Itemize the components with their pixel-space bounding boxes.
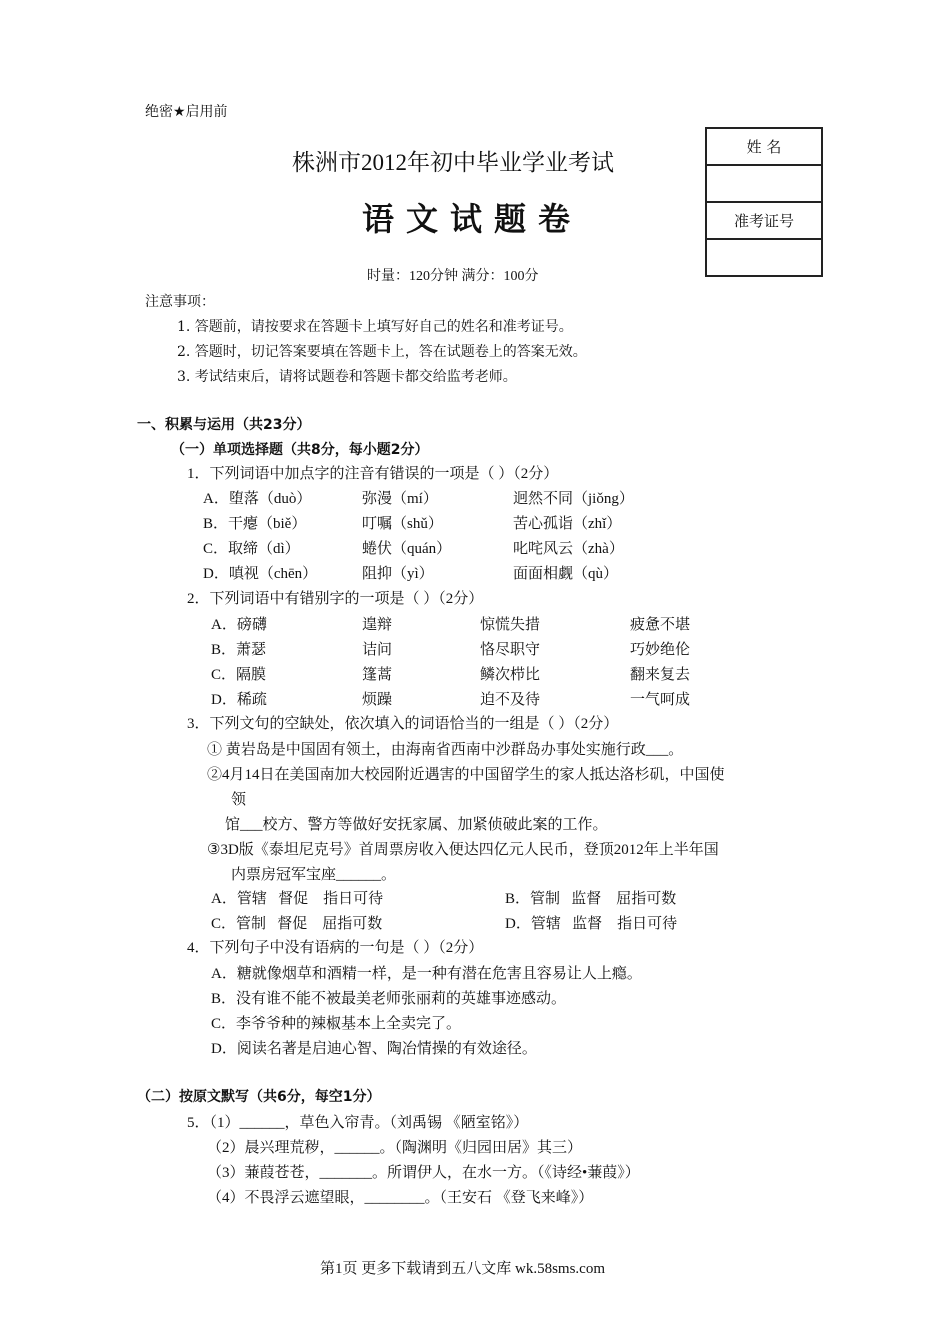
q2-option: A．磅礴 — [211, 617, 267, 633]
q3-sentence: ②4月14日在美国南加大校园附近遇害的中国留学生的家人抵达洛杉矶，中国使 — [207, 767, 725, 783]
q5-line: 5．（1）______，草色入帘青。（刘禹锡 《陋室铭》） — [187, 1115, 529, 1131]
q2-option: B．萧瑟 — [211, 642, 267, 658]
q3-option-c: C．管制 督促 屈指可数 — [211, 916, 383, 932]
q3-sentence: ① 黄岩岛是中国固有领土，由海南省西南中沙群岛办事处实施行政___。 — [207, 742, 684, 758]
q1-option: 叮嘱（shǔ） — [362, 516, 443, 532]
q1-option: A．堕落（duò） — [203, 491, 312, 507]
q3-sentence: 领 — [231, 792, 247, 808]
q3-sentence: ③3D版《泰坦尼克号》首周票房收入便达四亿元人民币，登顶2012年上半年国 — [207, 842, 719, 858]
q5-line: （4）不畏浮云遮望眼，________。（王安石 《登飞来峰》） — [207, 1190, 594, 1206]
q1-option: D．嗔视（chēn） — [203, 566, 318, 582]
paper-title: 语 文 试 题 卷 — [362, 201, 573, 237]
q2-option: 巧妙绝伦 — [630, 642, 691, 658]
q4-option: B．没有谁不能不被最美老师张丽莉的英雄事迹感动。 — [211, 991, 567, 1007]
id-box — [705, 127, 823, 277]
q1-option: 面面相觑（qù） — [513, 566, 619, 582]
q2-option: D．稀疏 — [211, 692, 267, 708]
q3-sentence: 馆___校方、警方等做好安抚家属、加紧侦破此案的工作。 — [225, 817, 608, 833]
q2-option: 惊慌失措 — [480, 617, 541, 633]
q1-option: 蜷伏（quán） — [362, 541, 452, 557]
notice-heading: 注意事项： — [145, 294, 215, 310]
q2-option: 迫不及待 — [480, 692, 541, 708]
notice-item: 2. 答题时，切记答案要填在答题卡上，答在试题卷上的答案无效。 — [177, 344, 587, 360]
q2-option: 翻来复去 — [630, 667, 691, 683]
q4-option: A．糖就像烟草和酒精一样，是一种有潜在危害且容易让人上瘾。 — [211, 966, 642, 982]
q2-option: 一气呵成 — [630, 692, 691, 708]
part2-title: （二）按原文默写（共6分，每空1分） — [137, 1089, 381, 1105]
name-label: 姓 名 — [706, 128, 822, 165]
exam-title: 株洲市2012年初中毕业学业考试 — [292, 150, 614, 175]
page-footer: 第1页 更多下载请到五八文库 wk.58sms.com — [320, 1261, 606, 1277]
q4-option: C．李爷爷种的辣椒基本上全卖完了。 — [211, 1016, 462, 1032]
time-info: 时量：120分钟 满分：100分 — [367, 269, 539, 284]
q2-stem: 2．下列词语中有错别字的一项是（ ）（2分） — [187, 591, 484, 607]
q3-sentence: 内票房冠军宝座______。 — [231, 867, 397, 883]
q1-option: C．取缔（dì） — [203, 541, 300, 557]
q1-option: 迥然不同（jiǒng） — [513, 491, 634, 507]
notice-item: 1. 答题前，请按要求在答题卡上填写好自己的姓名和准考证号。 — [177, 319, 573, 335]
q2-option: 篷蒿 — [362, 667, 393, 683]
q2-option: 鳞次栉比 — [480, 667, 541, 683]
part1-title: （一）单项选择题（共8分，每小题2分） — [171, 442, 429, 458]
q2-option: 烦躁 — [362, 692, 393, 708]
q1-option: 阻抑（yì） — [362, 566, 434, 582]
notice-item: 3. 考试结束后，请将试题卷和答题卡都交给监考老师。 — [177, 369, 517, 385]
q2-option: 遑辩 — [362, 617, 393, 633]
q1-option: 弥漫（mí） — [362, 491, 438, 507]
q2-option: 疲惫不堪 — [630, 617, 691, 633]
q1-option: B．干瘪（biě） — [203, 516, 307, 532]
q5-line: （3）蒹葭苍苍，_______。所谓伊人，在水一方。（《诗经•蒹葭》） — [207, 1165, 640, 1181]
q1-option: 叱咤风云（zhà） — [513, 541, 624, 557]
q1-option: 苦心孤诣（zhǐ） — [513, 516, 622, 532]
q3-stem: 3．下列文句的空缺处，依次填入的词语恰当的一组是（ ）（2分） — [187, 716, 619, 732]
q5-line: （2）晨兴理荒秽，______。（陶渊明《归园田居》其三） — [207, 1140, 583, 1156]
secret-label: 绝密★启用前 — [145, 104, 228, 120]
name-field[interactable] — [706, 165, 822, 202]
exam-number-label: 准考证号 — [706, 202, 822, 239]
q3-option-d: D．管辖 监督 指日可待 — [505, 916, 678, 932]
q3-option-b: B．管制 监督 屈指可数 — [505, 891, 677, 907]
q2-option: 恪尽职守 — [480, 642, 541, 658]
q4-option: D．阅读名著是启迪心智、陶冶情操的有效途径。 — [211, 1041, 537, 1057]
exam-number-field[interactable] — [706, 239, 822, 276]
q2-option: 诘问 — [362, 642, 393, 658]
q4-stem: 4．下列句子中没有语病的一句是（ ）（2分） — [187, 940, 484, 956]
q3-option-a: A．管辖 督促 指日可待 — [211, 891, 384, 907]
q1-stem: 1．下列词语中加点字的注音有错误的一项是（ ）（2分） — [187, 466, 559, 482]
q2-option: C．隔膜 — [211, 667, 267, 683]
section1-title: 一、积累与运用（共23分） — [137, 417, 311, 433]
